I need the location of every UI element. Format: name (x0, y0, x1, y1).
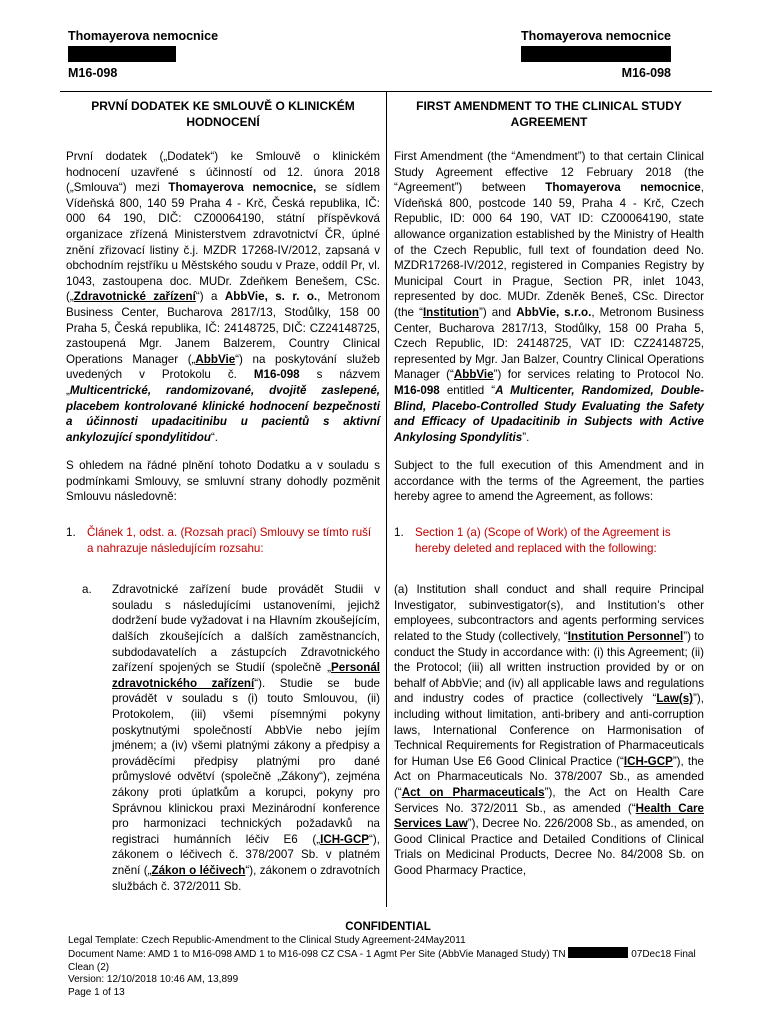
page-number: Page 1 of 13 (68, 986, 125, 998)
english-column (394, 92, 704, 879)
legal-template-line: Legal Template: Czech Republic-Amendment to the Clinical Study Agreement-24May2011 (68, 934, 466, 946)
confidential-label: CONFIDENTIAL (345, 921, 431, 933)
header-right (521, 29, 671, 80)
version-line: Version: 12/10/2018 10:46 AM, 13,899 (68, 974, 239, 985)
header-right-protocol: M16-098 (621, 66, 671, 80)
english-subsection-a: (a) Institution shall conduct and shall require Principal Investigator, subinvestigator(s), and Institution’s other employees, subcontractors and agents performing services related to the Study (collectively, “Institution Personnel”) to conduct the Study in accordance with: (i) this Agreement; (ii) the Protocol; (iii) all written instruction provided by or on behalf of AbbVie; and (iv) all applicable laws and regulations and industry codes of practice (collectively “Law(s)”), including without limitation, anti-bribery and anti-corruption laws, International Conference on Harmonisation of Technical Requirements for Registration of Pharmaceuticals for Human Use E6 Good Clinical Practice (“ICH-GCP”), the Act on Pharmaceuticals No. 378/2007 Sb., as amended (“Act on Pharmaceuticals”), the Act on Health Care Services No. 372/2011 Sb., as amended (“Health Care Services Law”), Decree No. 226/2008 Sb., as amended, on Good Clinical Practice and Detailed Conditions of Clinical Trials on Medicinal Products, Decree No. 84/2008 Sb. on Good Pharmacy Practice, (394, 583, 704, 877)
english-subject-paragraph: Subject to the full execution of this Amendment and in accordance with the terms of the Agreement, the parties hereby agree to amend the Agreement, as follows: (394, 459, 704, 504)
clean-line: Clean (2) (68, 961, 110, 973)
column-divider (386, 92, 387, 907)
english-intro-paragraph: First Amendment (the “Amendment”) to that certain Clinical Study Agreement effective 12 February 2018 (the “Agreement”) between Thomayerova nemocnice, Vídeňská 800, postcode 140 59, Praha 4 - Krč, Czech Republic, ID: 000 64 190, VAT ID: CZ00064190, state allowance organization established by the Ministry of Health of the Czech Republic, full text of foundation deed No. MZDR17268-IV/2012, registered in Companies Registry by Municipal Court in Prague, Section PR, inlet 1043, represented by doc. MUDr. Zdeněk Beneš, CSc. Director (the “Institution”) and AbbVie, s.r.o., Metronom Business Center, Bucharova 2817/13, Stodůlky, 158 00 Praha 5, Czech Republic, ID: 24148725, VAT ID: CZ24148725, represented by Mgr. Jan Balzer, Country Clinical Operations Manager (“AbbVie”) for services relating to Protocol No. M16-098 entitled “A Multicenter, Randomized, Double-Blind, Placebo-Controlled Study Evaluating the Safety and Efficacy of Upadacitinib in Subjects with Active Ankylosing Spondylitis”. (394, 150, 704, 444)
english-section-1: 1. Section 1 (a) (Scope of Work) of the Agreement is hereby deleted and replaced with the following: (394, 526, 671, 555)
czech-subject-paragraph: S ohledem na řádné plnění tohoto Dodatku a v souladu s podmínkami Smlouvy, se smluvní strany dohodly pozměnit Smlouvu následovně: (66, 459, 380, 504)
english-title: FIRST AMENDMENT TO THE CLINICAL STUDY AGREEMENT (416, 99, 682, 129)
redaction-bar (568, 947, 628, 958)
czech-subsection-a: a. Zdravotnické zařízení bude provádět Studii v souladu s následujícími ustanoveními, jejichž dodržení bude vyžadovat i na Hlavním zkoušejícím, dalších zkoušejících a dalších zaměstnancích, subdodavatelích a zástupcích Zdravotnického zařízení spojených se Studií (společně „Personál zdravotnického zařízení“). Studie se bude provádět v souladu s (i) touto Smlouvou, (ii) Protokolem, (iii) všemi písemnými pokyny poskytnutými společností AbbVie nebo jejím jménem; a (iv) všemi platnými zákony a předpisy a prováděcími předpisy platnými pro dané průmyslové odvětví (společně „Zákony“), zejména zákony proti úplatkům a korupci, pokyny pro Správnou klinickou praxi Mezinárodní konference pro harmonizaci technických požadavků na registraci humánních léčiv E6 („ICH-GCP“), zákonem o léčivech č. 378/2007 Sb. v platném znění („Zákon o léčivech“), zákonem o zdravotních službách č. 372/2011 Sb. (82, 583, 380, 893)
czech-column (66, 92, 380, 894)
header-left-protocol: M16-098 (68, 66, 118, 80)
czech-title: PRVNÍ DODATEK KE SMLOUVĚ O KLINICKÉM HODNOCENÍ (91, 99, 355, 129)
header-left (68, 29, 218, 80)
bilingual-table (60, 91, 712, 907)
czech-section-1: 1. Článek 1, odst. a. (Rozsah prací) Smlouvy se tímto ruší a nahrazuje následujícím rozsahu: (66, 526, 372, 555)
header-right-institution: Thomayerova nemocnice (520, 29, 671, 43)
redaction-bar (521, 46, 671, 62)
document-name-line: Document Name: AMD 1 to M16-098 AMD 1 to M16-098 CZ CSA - 1 Agmt Per Site (AbbVie Managed Study) TN 07Dec18 Final (68, 949, 696, 960)
page-footer (68, 921, 708, 999)
header-left-institution: Thomayerova nemocnice (68, 29, 219, 43)
redaction-bar (68, 46, 176, 62)
czech-intro-paragraph: První dodatek („Dodatek“) ke Smlouvě o klinickém hodnocení uzavřené s účinností od 12. února 2018 („Smlouva“) mezi Thomayerova nemocnice, se sídlem Vídeňská 800, 140 59 Praha 4 - Krč, Česká republika, IČ: 000 64 190, DIČ: CZ00064190, státní příspěvková organizace zřízená Ministerstvem zdravotnictví ČR, úplné znění zřizovací listiny č.j. MZDR 17268-IV/2012, zapsaná v obchodním rejstříku u Městského soudu v Praze, oddíl Pr, vl. 1043, zastoupena doc. MUDr. Zdeňkem Benešem, CSc. („Zdravotnické zařízení“) a AbbVie, s. r. o., Metronom Business Center, Bucharova 2817/13, Stodůlky, 158 00 Praha 5, Česká republika, IČ: 24148725, DIČ: CZ24148725, zastoupená Mgr. Janem Balzerem, Country Clinical Operations Manager („AbbVie“) na poskytování služeb uvedených v Protokolu č. M16-098 s názvem „Multicentrické, randomizované, dvojitě zaslepené, placebem kontrolované klinické hodnocení bezpečnosti a účinnosti upadacitinibu u pacientů s aktivní ankylozující spondylitidou“. (66, 150, 380, 444)
